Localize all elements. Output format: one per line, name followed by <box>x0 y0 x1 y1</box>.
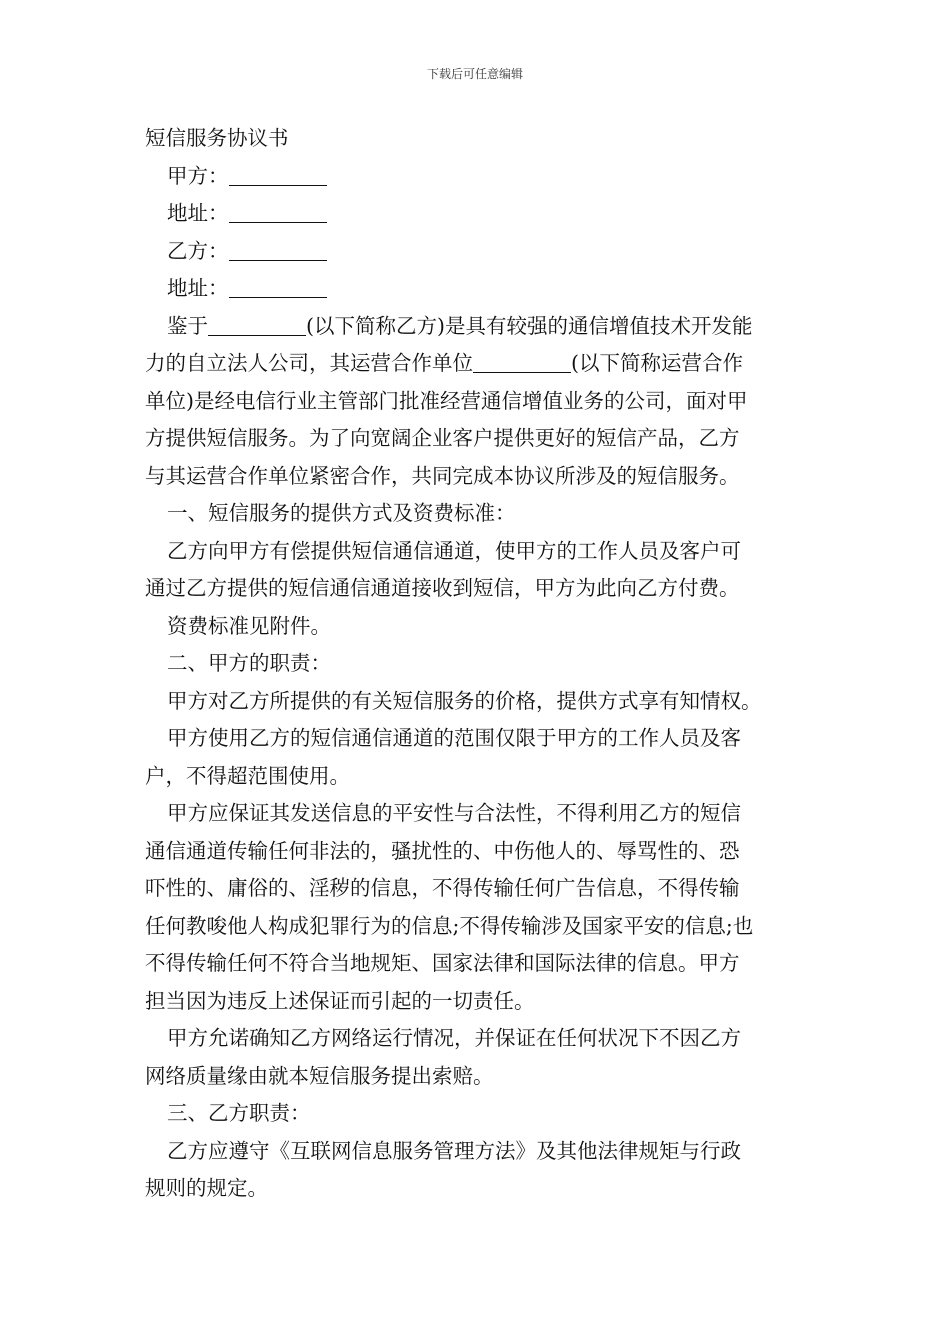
section-2-p4-line-1: 甲方允诺确知乙方网络运行情况，并保证在任何状况下不因乙方 <box>167 1026 741 1050</box>
section-2-p3-line-4: 任何教唆他人构成犯罪行为的信息;不得传输涉及国家平安的信息;也 <box>145 913 754 938</box>
document-title: 短信服务协议书 <box>145 126 289 150</box>
party-a-address-line <box>145 195 807 233</box>
page-header-note: 下载后可任意编辑 <box>426 67 523 81</box>
intro-line-1: 鉴于 (以下简称乙方)是具有较强的通信增值技术开发能 <box>167 313 753 338</box>
party-a-address-label: 地址： <box>167 201 229 225</box>
party-a-blank <box>229 163 327 186</box>
party-b-name-blank <box>208 313 306 336</box>
section-2-p3-line-6: 担当因为违反上述保证而引起的一切责任。 <box>145 988 535 1013</box>
section-2-heading: 二、甲方的职责： <box>167 651 331 675</box>
section-3-p1-line-2: 规则的规定。 <box>145 1176 268 1200</box>
section-2-p2-line-2: 户，不得超范围使用。 <box>145 763 350 788</box>
party-b-address-blank <box>229 275 327 298</box>
party-a-label: 甲方： <box>167 163 229 188</box>
section-1-p2: 资费标准见附件。 <box>167 613 331 638</box>
intro-line-2: 力的自立法人公司，其运营合作单位 (以下简称运营合作 <box>145 351 743 375</box>
document-body <box>145 120 807 1208</box>
section-2-p1: 甲方对乙方所提供的有关短信服务的价格，提供方式享有知情权。 <box>167 688 762 713</box>
section-2-p2-line-1: 甲方使用乙方的短信通信通道的范围仅限于甲方的工作人员及客 <box>167 726 741 750</box>
party-b-label: 乙方： <box>167 238 229 263</box>
operator-name-blank <box>473 350 571 373</box>
section-1-heading: 一、短信服务的提供方式及资费标准： <box>167 501 516 525</box>
section-3-heading: 三、乙方职责： <box>167 1101 311 1125</box>
party-a-line <box>145 158 807 196</box>
intro-line-4: 方提供短信服务。为了向宽阔企业客户提供更好的短信产品，乙方 <box>145 426 740 450</box>
section-2-p3-line-3: 吓性的、庸俗的、淫秽的信息，不得传输任何广告信息，不得传输 <box>145 876 740 900</box>
intro-line-3: 单位)是经电信行业主管部门批准经营通信增值业务的公司，面对甲 <box>145 388 748 413</box>
party-a-address-blank <box>229 200 327 223</box>
section-3-p1-line-1: 乙方应遵守《互联网信息服务管理方法》及其他法律规矩与行政 <box>167 1138 741 1163</box>
party-b-address-line <box>145 270 807 308</box>
section-2-p3-line-1: 甲方应保证其发送信息的平安性与合法性，不得利用乙方的短信 <box>167 801 741 825</box>
section-1-p1-line-1: 乙方向甲方有偿提供短信通信通道，使甲方的工作人员及客户可 <box>167 538 741 563</box>
section-2-p3-line-5: 不得传输任何不符合当地规矩、国家法律和国际法律的信息。甲方 <box>145 951 740 975</box>
section-1-p1-line-2: 通过乙方提供的短信通信通道接收到短信，甲方为此向乙方付费。 <box>145 576 740 600</box>
party-b-line <box>145 233 807 271</box>
section-2-p4-line-2: 网络质量缘由就本短信服务提出索赔。 <box>145 1063 494 1088</box>
party-b-blank <box>229 238 327 261</box>
party-b-address-label: 地址： <box>167 276 229 300</box>
section-2-p3-line-2: 通信通道传输任何非法的，骚扰性的、中伤他人的、辱骂性的、恐 <box>145 838 740 863</box>
intro-line-5: 与其运营合作单位紧密合作，共同完成本协议所涉及的短信服务。 <box>145 463 740 488</box>
